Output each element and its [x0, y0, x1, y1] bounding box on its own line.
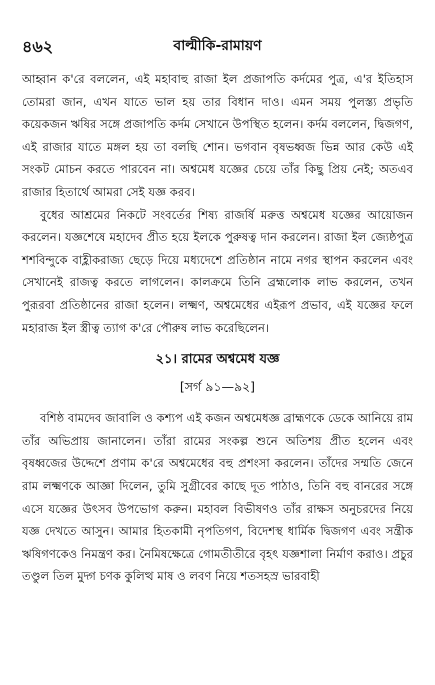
section-heading: ২১। রামের অশ্বমেধ যজ্ঞ: [155, 352, 280, 368]
page-number: ৪৬২: [22, 37, 54, 56]
running-title: বাল্মীকি-রামায়ণ: [173, 38, 262, 54]
paragraph-1: আহ্বান ক'রে বললেন, এই মহাবাহু রাজা ইল প্রজাপতি কর্দমের পুত্র, এ'র ইতিহাস তোমরা জান, এখন যাতে ভাল হয় তার বিধান দাও। এমন সময় পুলস্ত্য প্রভৃতি কয়েকজন ঋষির সঙ্গে প্রজাপতি কর্দম সেখানে উপস্থিত হলেন। কর্দম বললেন, দ্বিজগণ, এই রাজার যাতে মঙ্গল হয় তা বলছি শোন। ভগবান বৃষভধ্বজ ভিন্ন আর কেউ এই সংকট মোচন করতে পারবেন না। অশ্বমেধ যজ্ঞের চেয়ে তাঁর কিছু প্রিয় নেই; অতএব রাজার হিতার্থে আমরা সেই যজ্ঞ করব।: [22, 72, 413, 199]
paragraph-2: বুধের আশ্রমের নিকটে সংবর্তের শিষ্য রাজর্ষি মরুত্ত অশ্বমেধ যজ্ঞের আয়োজন করলেন। যজ্ঞশেষে মহাদেব প্রীত হয়ে ইলকে পুরুষত্ব দান করলেন। রাজা ইল জ্যেষ্ঠপুত্র শশবিন্দুকে বাহ্লীকরাজ্য ছেড়ে দিয়ে মধ্যদেশে প্রতিষ্ঠান নামে নগর স্থাপন করলেন এবং সেখানেই রাজত্ব করতে লাগলেন। কালক্রমে তিনি ব্রহ্মলোক লাভ করলেন, তখন পুরূরবা প্রতিষ্ঠানের রাজা হলেন। লক্ষ্মণ, অশ্বমেধের এইরূপ প্রভাব, এই যজ্ঞের ফলে মহারাজ ইল স্ত্রীত্ব ত্যাগ ক'রে পৌরুষ লাভ করেছিলেন।: [22, 207, 413, 335]
paragraph-3: বশিষ্ঠ বামদেব জাবালি ও কশ্যপ এই কজন অশ্বমেধজ্ঞ ব্রাহ্মণকে ডেকে আনিয়ে রাম তাঁর অভিপ্রায় জানালেন। তাঁরা রামের সংকল্প শুনে অতিশয় প্রীত হলেন এবং বৃষধ্বজের উদ্দেশে প্রণাম ক'রে অশ্বমেধের বহু প্রশংসা করলেন। তাঁদের সম্মতি জেনে রাম লক্ষ্মণকে আজ্ঞা দিলেন, তুমি সুগ্রীবের কাছে দূত পাঠাও, তিনি বহু বানরের সঙ্গে এসে যজ্ঞের উৎসব উপভোগ করুন। মহাবল বিভীষণও তাঁর রাক্ষস অনুচরদের নিয়ে যজ্ঞ দেখতে আসুন। আমার হিতকামী নৃপতিগণ, বিদেশস্থ ধার্মিক দ্বিজগণ এবং সন্ত্রীক ঋষিগণকেও নিমন্ত্রণ কর। নৈমিষক্ষেত্রে গোমতীতীরে বৃহৎ যজ্ঞশালা নির্মাণ করাও। প্রচুর তণ্ডুল তিল মুদ্গ চণক কুলিত্থ মাষ ও লবণ নিয়ে শতসহস্র ভারবাহী: [22, 411, 413, 584]
page-header: [22, 34, 413, 56]
section-subheading: [সর্গ ৯১—৯২]: [179, 379, 256, 395]
